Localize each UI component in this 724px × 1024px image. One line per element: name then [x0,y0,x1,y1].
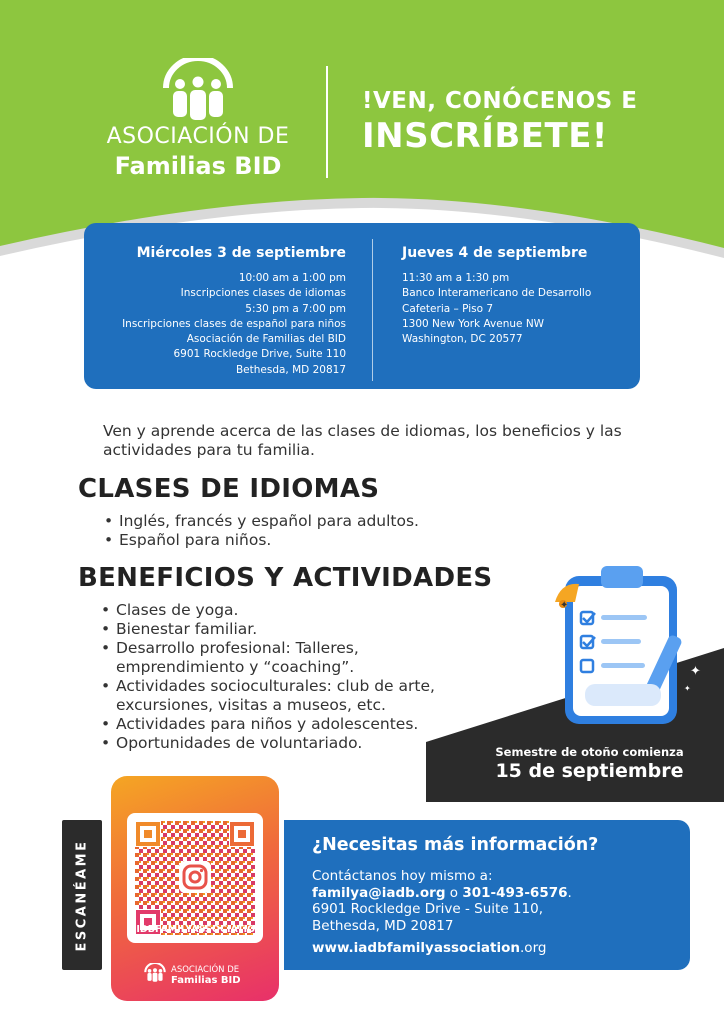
clipboard-checklist-icon [545,558,695,728]
scan-me-strip [62,820,102,970]
info-title: ¿Necesitas más información? [312,835,599,855]
schedule-line: Washington, DC 20577 [402,333,523,346]
website-domain: www.iadbfamilyassociation [312,940,521,956]
semester-date: 15 de septiembre [495,760,684,782]
sparkle-icon: ✦ [690,664,701,679]
info-contact [312,868,682,934]
semester-label: Semestre de otoño comienza [495,745,684,759]
qr-card [111,776,279,1001]
list-item: • Desarrollo profesional: Talleres, emprendimiento y “coaching”. [101,639,481,677]
list-item: • Español para niños. [104,531,524,550]
qr-org-line2: Familias BID [171,975,241,986]
list-item: • Clases de yoga. [101,601,481,620]
list-item: • Actividades para niños y adolescentes. [101,715,481,734]
schedule-line: Bethesda, MD 20817 [235,363,346,376]
website-link[interactable] [312,940,546,956]
headline-line1: !VEN, CONÓCENOS E [362,88,638,114]
schedule-line: 5:30 pm a 7:00 pm [245,302,346,315]
sparkle-icon: ✦ [684,684,691,693]
schedule-line: Inscripciones clases de español para niños [122,317,346,330]
contact-line: familya@iadb.org o 301-493-6576. [312,884,572,901]
org-name-line2: Familias BID [114,152,282,180]
intro-text: Ven y aprende acerca de las clases de idiomas, los beneficios y las actividades para tu familia. [103,422,622,459]
website-tld: .org [520,940,547,956]
instagram-handle: @IDBFAMILYASSOCIATION [126,924,264,935]
schedule-line: Cafeteria – Piso 7 [402,302,494,315]
contact-connector: o [445,884,463,901]
email-link[interactable]: familya@iadb.org [312,884,446,901]
address-line2: Bethesda, MD 20817 [312,917,454,934]
schedule-line: 6901 Rockledge Drive, Suite 110 [173,348,346,361]
schedule-line: 10:00 am a 1:00 pm [238,272,346,284]
org-name-line1: ASOCIACIÓN DE [106,124,290,149]
schedule-line: Asociación de Familias del BID [186,333,346,346]
languages-heading: CLASES DE IDIOMAS [78,474,380,504]
list-item: • Actividades socioculturales: club de arte, excursiones, visitas a museos, etc. [101,677,481,715]
benefits-heading: BENEFICIOS Y ACTIVIDADES [78,563,493,593]
scan-me-label: ESCANÉAME [74,839,90,951]
schedule-line: 11:30 am a 1:30 pm [402,272,510,284]
address-line1: 6901 Rockledge Drive - Suite 110, [312,901,543,917]
phone-link[interactable]: 301-493-6576 [462,884,568,901]
instagram-icon [181,863,209,891]
info-card [284,820,690,970]
schedule-day-thursday: Jueves 4 de septiembre [402,245,588,261]
list-item: • Bienestar familiar. [101,620,481,639]
contact-intro: Contáctanos hoy mismo a: [312,868,493,884]
list-item: • Oportunidades de voluntariado. [101,734,481,753]
schedule-line: 1300 New York Avenue NW [402,317,545,330]
schedule-day-wednesday: Miércoles 3 de septiembre [136,245,346,261]
family-logo-icon [143,963,167,983]
sparkle-icon: ✦ [560,600,569,611]
schedule-line: Inscripciones clases de idiomas [180,287,346,300]
qr-org-line1: ASOCIACIÓN DE [171,965,240,975]
headline-line2: INSCRÍBETE! [362,116,608,156]
list-item: • Inglés, francés y español para adultos. [104,512,524,531]
schedule-line: Banco Interamericano de Desarrollo [402,287,592,300]
